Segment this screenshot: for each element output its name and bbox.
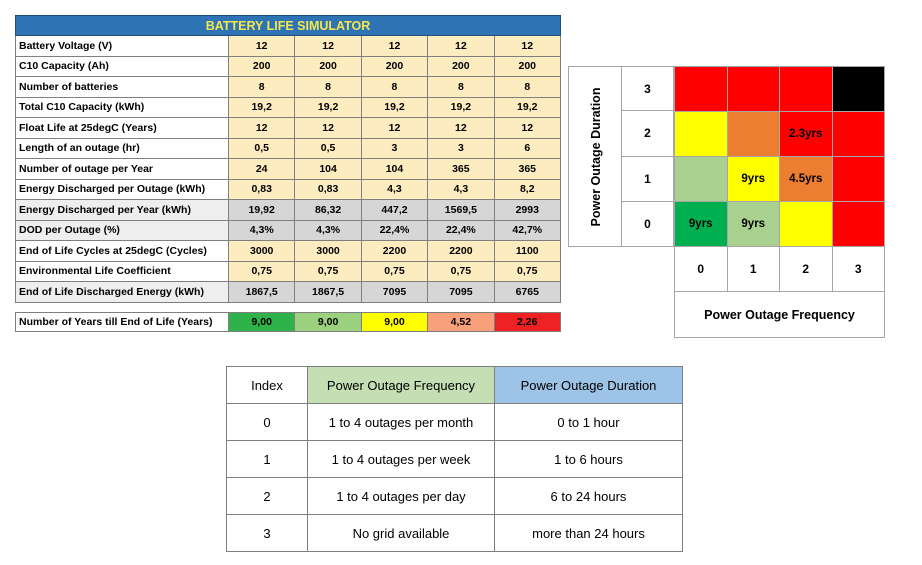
x-index: 1	[728, 247, 781, 292]
table-row	[15, 221, 561, 242]
row-value: 4,3	[362, 180, 428, 201]
row-label: Float Life at 25degC (Years)	[15, 118, 229, 139]
row-value: 12	[428, 36, 494, 57]
row-value: 1867,5	[295, 282, 361, 303]
row-label: End of Life Discharged Energy (kWh)	[15, 282, 229, 303]
x-index: 0	[674, 247, 728, 292]
y-index: 0	[622, 202, 674, 247]
row-value: 365	[428, 159, 494, 180]
table-row	[15, 57, 561, 78]
row-value: 200	[495, 57, 561, 78]
row-value: 12	[295, 118, 361, 139]
row-value: 7095	[362, 282, 428, 303]
table-row	[15, 200, 561, 221]
legend-frequency: 1 to 4 outages per month	[308, 404, 495, 441]
row-value: 4,3%	[295, 221, 361, 242]
row-value: 2993	[495, 200, 561, 221]
row-value: 8	[295, 77, 361, 98]
matrix-cell	[675, 157, 728, 202]
result-label: Number of Years till End of Life (Years)	[15, 312, 229, 333]
row-value: 19,2	[295, 98, 361, 119]
row-value: 8,2	[495, 180, 561, 201]
y-index: 2	[622, 111, 674, 156]
row-value: 8	[428, 77, 494, 98]
row-value: 200	[295, 57, 361, 78]
matrix-cell: 9yrs	[728, 157, 781, 202]
table-row	[15, 180, 561, 201]
x-index-row	[674, 247, 885, 292]
row-value: 0,75	[495, 262, 561, 283]
legend-header-row	[227, 367, 683, 404]
row-value: 8	[362, 77, 428, 98]
legend-duration: more than 24 hours	[495, 515, 683, 552]
table-row	[15, 36, 561, 57]
matrix-cell	[728, 67, 781, 112]
result-row	[15, 312, 561, 333]
row-value: 3000	[295, 241, 361, 262]
table-row	[15, 98, 561, 119]
legend-header-duration: Power Outage Duration	[495, 367, 683, 404]
table-row	[15, 139, 561, 160]
row-label: End of Life Cycles at 25degC (Cycles)	[15, 241, 229, 262]
matrix-cell: 2.3yrs	[780, 112, 833, 157]
matrix-cell	[780, 67, 833, 112]
matrix-cell	[780, 202, 833, 247]
row-value: 3	[362, 139, 428, 160]
table-row	[227, 515, 683, 552]
matrix-cell: 9yrs	[675, 202, 728, 247]
row-label: Energy Discharged per Outage (kWh)	[15, 180, 229, 201]
matrix-cell	[675, 67, 728, 112]
row-value: 1100	[495, 241, 561, 262]
row-value: 0,83	[229, 180, 295, 201]
row-label: Length of an outage (hr)	[15, 139, 229, 160]
x-axis-label: Power Outage Frequency	[674, 292, 885, 338]
row-value: 200	[229, 57, 295, 78]
legend-duration: 0 to 1 hour	[495, 404, 683, 441]
row-value: 19,2	[495, 98, 561, 119]
matrix-cell	[833, 202, 886, 247]
index-legend-table	[226, 366, 683, 552]
matrix-cell	[675, 112, 728, 157]
legend-header-frequency: Power Outage Frequency	[308, 367, 495, 404]
result-value: 2,26	[495, 312, 561, 333]
matrix-cell	[833, 67, 886, 112]
legend-index: 0	[227, 404, 308, 441]
row-value: 12	[495, 36, 561, 57]
result-value: 9,00	[295, 312, 361, 333]
row-value: 0,83	[295, 180, 361, 201]
row-value: 1867,5	[229, 282, 295, 303]
row-value: 6765	[495, 282, 561, 303]
legend-header-index: Index	[227, 367, 308, 404]
row-value: 19,2	[428, 98, 494, 119]
row-label: Number of batteries	[15, 77, 229, 98]
row-value: 12	[362, 36, 428, 57]
row-value: 8	[495, 77, 561, 98]
row-label: Total C10 Capacity (kWh)	[15, 98, 229, 119]
row-value: 104	[295, 159, 361, 180]
y-index-column	[622, 66, 674, 247]
simulator-title: BATTERY LIFE SIMULATOR	[15, 15, 561, 36]
row-label: Battery Voltage (V)	[15, 36, 229, 57]
row-value: 0,75	[229, 262, 295, 283]
row-value: 86,32	[295, 200, 361, 221]
simulator-rows	[15, 36, 561, 303]
row-value: 3	[428, 139, 494, 160]
outage-matrix	[568, 66, 885, 338]
row-value: 12	[229, 36, 295, 57]
row-value: 7095	[428, 282, 494, 303]
row-value: 0,5	[229, 139, 295, 160]
row-value: 365	[495, 159, 561, 180]
legend-frequency: 1 to 4 outages per day	[308, 478, 495, 515]
row-value: 19,92	[229, 200, 295, 221]
battery-life-simulator-table	[15, 15, 561, 332]
row-value: 200	[362, 57, 428, 78]
row-value: 8	[229, 77, 295, 98]
table-row	[15, 159, 561, 180]
row-value: 6	[495, 139, 561, 160]
row-value: 22,4%	[428, 221, 494, 242]
row-value: 447,2	[362, 200, 428, 221]
row-label: C10 Capacity (Ah)	[15, 57, 229, 78]
legend-duration: 6 to 24 hours	[495, 478, 683, 515]
x-index: 2	[780, 247, 833, 292]
row-value: 12	[362, 118, 428, 139]
row-value: 0,75	[362, 262, 428, 283]
y-axis-label: Power Outage Duration	[589, 87, 603, 227]
matrix-cell: 9yrs	[728, 202, 781, 247]
table-row	[15, 282, 561, 303]
matrix-grid	[674, 66, 885, 247]
row-value: 1569,5	[428, 200, 494, 221]
row-value: 200	[428, 57, 494, 78]
row-value: 104	[362, 159, 428, 180]
legend-frequency: 1 to 4 outages per week	[308, 441, 495, 478]
result-value: 4,52	[428, 312, 494, 333]
matrix-cell	[833, 112, 886, 157]
row-value: 42,7%	[495, 221, 561, 242]
table-row	[15, 241, 561, 262]
x-index: 3	[833, 247, 886, 292]
row-label: Environmental Life Coefficient	[15, 262, 229, 283]
row-value: 19,2	[229, 98, 295, 119]
row-value: 0,5	[295, 139, 361, 160]
table-row	[15, 77, 561, 98]
matrix-cell: 4.5yrs	[780, 157, 833, 202]
table-row	[15, 118, 561, 139]
row-value: 12	[428, 118, 494, 139]
row-value: 12	[229, 118, 295, 139]
y-index: 3	[622, 66, 674, 111]
table-row	[15, 262, 561, 283]
row-value: 24	[229, 159, 295, 180]
row-value: 4,3%	[229, 221, 295, 242]
row-value: 0,75	[428, 262, 494, 283]
result-value: 9,00	[362, 312, 428, 333]
row-value: 2200	[428, 241, 494, 262]
row-label: Energy Discharged per Year (kWh)	[15, 200, 229, 221]
row-value: 12	[495, 118, 561, 139]
table-row	[227, 404, 683, 441]
legend-frequency: No grid available	[308, 515, 495, 552]
matrix-cell	[728, 112, 781, 157]
row-value: 12	[295, 36, 361, 57]
row-value: 3000	[229, 241, 295, 262]
row-value: 22,4%	[362, 221, 428, 242]
legend-index: 1	[227, 441, 308, 478]
legend-duration: 1 to 6 hours	[495, 441, 683, 478]
legend-index: 3	[227, 515, 308, 552]
y-axis-label-box	[568, 66, 622, 247]
row-label: Number of outage per Year	[15, 159, 229, 180]
row-value: 19,2	[362, 98, 428, 119]
result-value: 9,00	[229, 312, 295, 333]
row-value: 0,75	[295, 262, 361, 283]
table-row	[227, 478, 683, 515]
table-row	[227, 441, 683, 478]
row-value: 4,3	[428, 180, 494, 201]
legend-index: 2	[227, 478, 308, 515]
row-value: 2200	[362, 241, 428, 262]
y-index: 1	[622, 157, 674, 202]
row-label: DOD per Outage (%)	[15, 221, 229, 242]
matrix-cell	[833, 157, 886, 202]
